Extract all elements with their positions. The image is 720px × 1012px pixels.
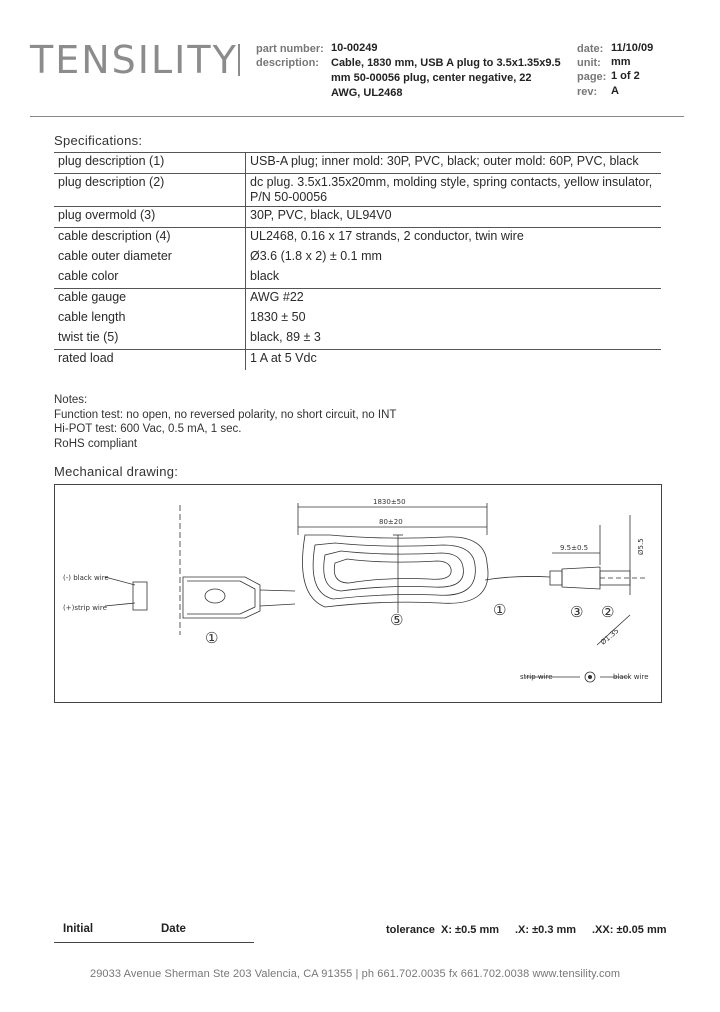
usb-logo (205, 589, 225, 603)
initial-label: Initial (63, 923, 94, 935)
dim-total: 1830±50 (373, 498, 406, 506)
dim-dia: Ø5.5 (637, 538, 645, 555)
spec-key: cable length (54, 309, 246, 329)
specifications-table (54, 152, 661, 370)
coil-ring-3 (334, 559, 451, 583)
spec-value: 1830 ± 50 (250, 310, 306, 324)
unit-value: mm (611, 56, 631, 68)
note-line: Hi-POT test: 600 Vac, 0.5 mA, 1 sec. (54, 423, 242, 435)
cable-stub-left-2 (260, 604, 295, 606)
coil-ring-2 (324, 551, 464, 591)
callout-3: ③ (570, 603, 584, 621)
spec-key: plug description (1) (54, 153, 246, 174)
spec-row (54, 228, 661, 249)
spec-row (54, 309, 661, 329)
date-label: date: (577, 43, 604, 55)
note-line: Function test: no open, no reversed polarity, no short circuit, no INT (54, 408, 397, 421)
callout-2: ② (601, 603, 615, 621)
label-black: black wire (613, 673, 649, 681)
spec-row (54, 174, 661, 207)
spec-value: dc plug. 3.5x1.35x20mm, molding style, spring contacts, yellow insulator, P/N 50-00056 (246, 174, 662, 207)
description-label: description: (256, 57, 319, 69)
dim-tip: 9.5±0.5 (560, 544, 589, 552)
mechanical-drawing-box (54, 484, 662, 703)
spec-key: rated load (54, 350, 246, 371)
dc-plug-body (562, 567, 600, 589)
description-line: AWG, UL2468 (331, 87, 403, 99)
spec-key: cable color (54, 268, 246, 289)
spec-row (54, 329, 661, 350)
spec-row (54, 350, 661, 371)
spec-value: UL2468, 0.16 x 17 strands, 2 conductor, twin wire (246, 228, 662, 249)
description-value (331, 56, 561, 101)
callout-1-usb: ① (205, 629, 219, 647)
tolerance-x: X: ±0.5 mm (441, 924, 500, 936)
tolerance-label: tolerance (386, 924, 435, 936)
callout-5: ⑤ (390, 611, 404, 629)
notes-title: Notes: (54, 394, 88, 406)
part-number-label: part number: (256, 43, 324, 55)
spec-value: 1 A at 5 Vdc (246, 350, 662, 371)
spec-value: black, 89 ± 3 (250, 330, 321, 344)
spec-key: cable description (4) (54, 228, 246, 249)
date-signoff-label: Date (161, 923, 186, 935)
callout-1-cable: ① (493, 601, 507, 619)
notes-block (54, 393, 396, 451)
label-black-wire: (-) black wire (63, 574, 109, 582)
spec-value: 30P, PVC, black, UL94V0 (246, 207, 662, 228)
spec-key: plug description (2) (54, 174, 246, 207)
spec-value: Ø3.6 (1.8 x 2) ± 0.1 mm (250, 249, 382, 263)
leader-black-wire (105, 577, 135, 585)
section-core (588, 675, 592, 679)
rev-label: rev: (577, 86, 598, 98)
spec-value: AWG #22 (246, 289, 662, 310)
description-line: mm 50-00056 plug, center negative, 22 (331, 72, 532, 84)
leader-strip-wire (105, 603, 135, 606)
unit-label: unit: (577, 57, 601, 69)
note-line: RoHS compliant (54, 437, 138, 450)
cable-right (485, 576, 550, 580)
label-strip: strip wire (520, 673, 553, 681)
usb-plug-inner (187, 581, 255, 614)
spec-row (54, 268, 661, 289)
spec-key: twist tie (5) (54, 329, 246, 350)
rev-value: A (611, 85, 619, 97)
page-label: page: (577, 71, 607, 83)
specifications-title: Specifications: (54, 133, 143, 148)
spec-key: cable gauge (54, 289, 246, 310)
spec-value: black (250, 269, 280, 283)
description-line: Cable, 1830 mm, USB A plug to 3.5x1.35x9.5 (331, 57, 561, 69)
part-number-value: 10-00249 (331, 42, 378, 54)
dim-coil: 80±20 (379, 518, 403, 526)
mechanical-drawing (55, 485, 661, 702)
spec-row (54, 289, 661, 310)
signoff-rule (54, 942, 254, 943)
spec-row (54, 248, 661, 268)
tolerance-dx: .X: ±0.3 mm (515, 924, 577, 936)
mechanical-title: Mechanical drawing: (54, 464, 179, 479)
spec-row (54, 207, 661, 228)
footer-address: 29033 Avenue Sherman Ste 203 Valencia, CA 91355 | ph 661.702.0035 fx 661.702.0038 www.tensility.com (90, 968, 621, 980)
logo-divider (238, 44, 240, 76)
cable-stub-left (260, 590, 295, 591)
usb-pin-block (133, 582, 147, 610)
spec-key: cable outer diameter (54, 248, 246, 268)
date-value: 11/10/09 (611, 42, 654, 54)
spec-value: USB-A plug; inner mold: 30P, PVC, black; outer mold: 60P, PVC, black (246, 153, 662, 174)
usb-plug-body (183, 577, 260, 618)
header-rule (30, 116, 684, 117)
dc-plug-overmold (550, 571, 562, 585)
spec-key: plug overmold (3) (54, 207, 246, 228)
dim-pin: Ø1.35 (599, 626, 621, 647)
label-strip-wire: (+)strip wire (63, 604, 107, 612)
tolerance-ddx: .XX: ±0.05 mm (592, 924, 667, 936)
company-logo: TENSILITY (30, 38, 238, 82)
page-value: 1 of 2 (611, 70, 640, 82)
spec-row (54, 153, 661, 174)
